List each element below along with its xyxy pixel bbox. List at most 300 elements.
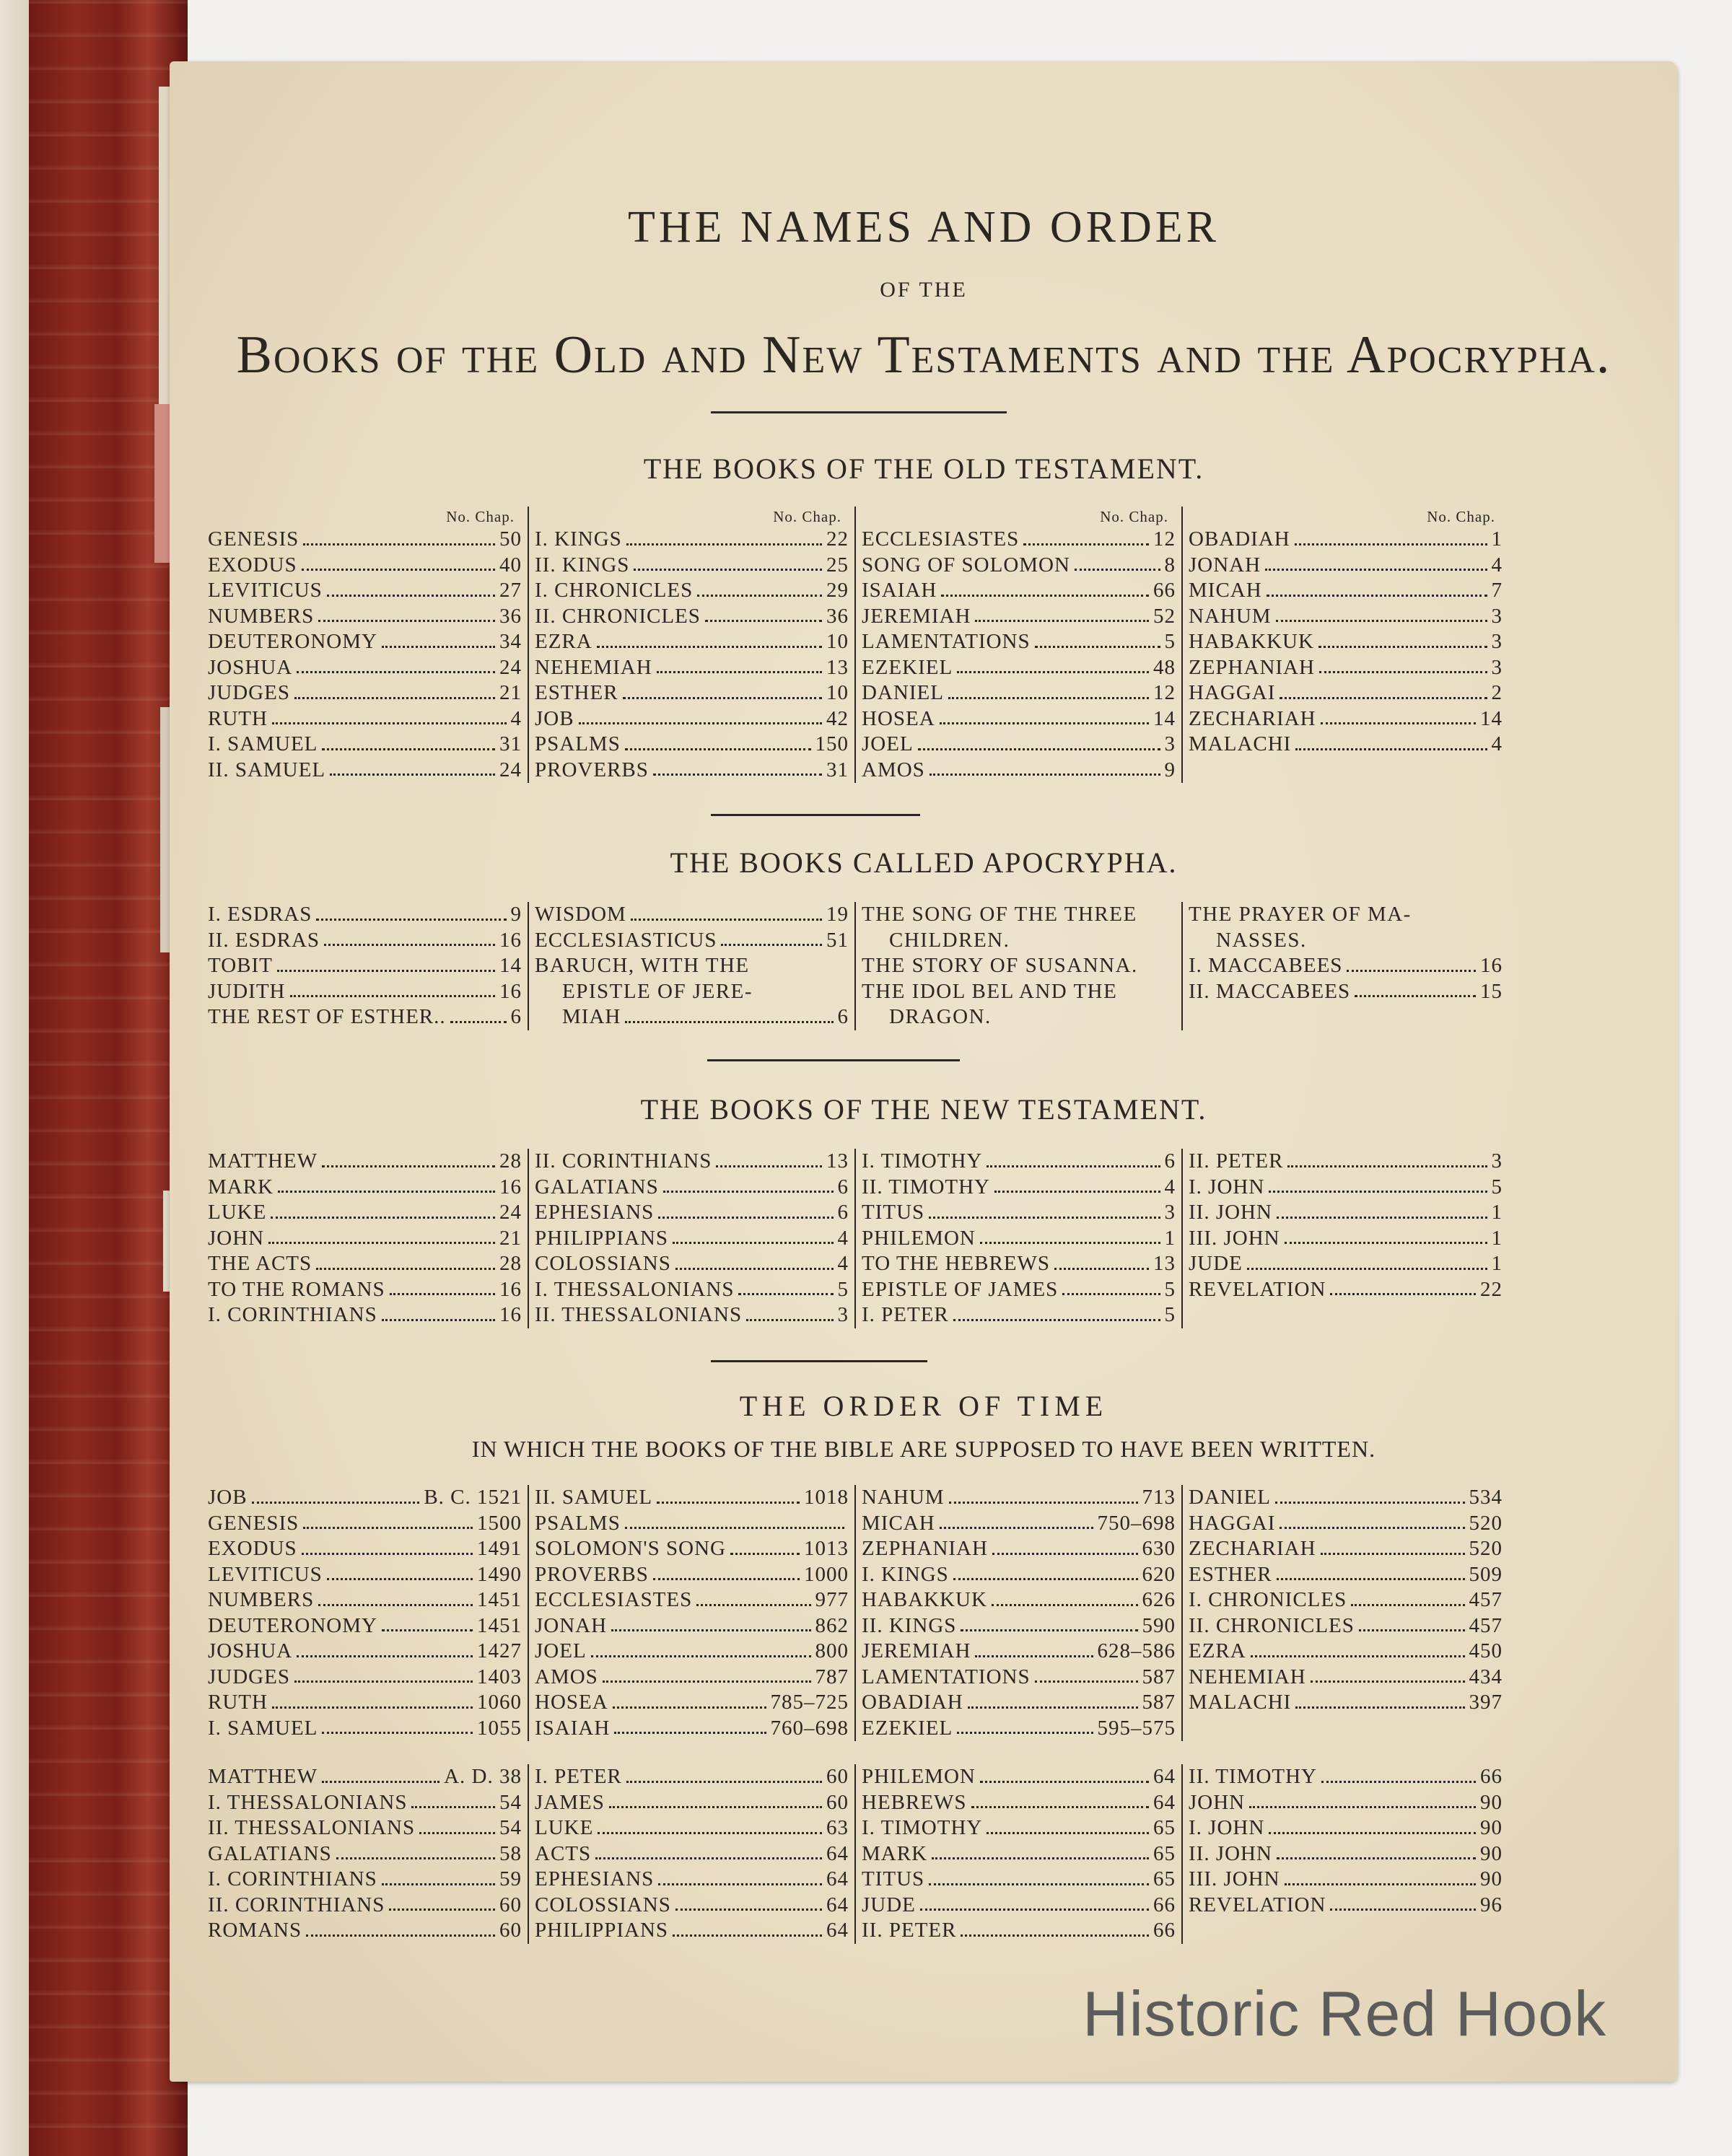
dot-leader <box>297 1655 473 1657</box>
list-item <box>208 1790 522 1816</box>
book-name: MATTHEW <box>208 1765 318 1788</box>
dot-leader <box>1267 595 1487 597</box>
list-item <box>1189 732 1503 758</box>
list-item <box>208 706 522 732</box>
book-name: II. CORINTHIANS <box>208 1893 385 1916</box>
dot-leader <box>336 1857 495 1859</box>
dot-leader <box>1351 1604 1464 1606</box>
book-value: 66 <box>1480 1765 1503 1788</box>
dot-leader <box>634 569 822 571</box>
book-value: 10 <box>826 630 849 653</box>
book-name: DANIEL <box>1189 1486 1271 1509</box>
book-value: 6 <box>837 1201 849 1224</box>
list-item <box>862 758 1176 784</box>
book-value: 66 <box>1153 579 1176 602</box>
book-name: PROVERBS <box>535 1562 649 1586</box>
book-name: GALATIANS <box>208 1841 332 1865</box>
book-value: 90 <box>1480 1841 1503 1865</box>
list-item <box>535 1251 849 1277</box>
dot-leader <box>327 595 495 597</box>
list-item <box>535 758 849 784</box>
book-name: MICAH <box>862 1511 935 1535</box>
list-item <box>1189 1226 1503 1252</box>
list-item <box>208 953 522 979</box>
dot-leader <box>957 671 1149 673</box>
bc-column <box>528 1485 854 1741</box>
new-testament-table <box>202 1149 1508 1328</box>
dot-leader <box>932 1857 1149 1859</box>
book-name: JONAH <box>535 1613 608 1637</box>
list-item <box>862 1790 1176 1816</box>
dot-leader <box>987 1832 1149 1834</box>
apocrypha-column <box>854 902 1181 1030</box>
title-line-3: Books of the Old and New Testaments and the Apocrypha. <box>236 325 1611 385</box>
nt-column <box>1181 1149 1508 1328</box>
dot-leader <box>705 620 822 622</box>
dot-leader <box>1075 569 1160 571</box>
book-value: 1060 <box>477 1691 522 1714</box>
book-name: JONAH <box>1189 553 1261 577</box>
dot-leader <box>730 1553 800 1555</box>
list-item <box>1189 655 1503 681</box>
dot-leader <box>290 995 496 997</box>
dot-leader <box>1277 1578 1465 1580</box>
book-value: 63 <box>826 1816 849 1839</box>
book-value: 5 <box>1164 630 1176 653</box>
dot-leader <box>675 1909 822 1911</box>
dot-leader <box>961 1629 1137 1631</box>
dot-leader <box>411 1806 495 1808</box>
list-item <box>535 1815 849 1841</box>
book-value: 4 <box>1491 553 1503 577</box>
book-value: 31 <box>499 732 522 755</box>
dot-leader <box>980 1781 1149 1783</box>
book-value: 1000 <box>804 1562 849 1586</box>
list-item <box>862 706 1176 732</box>
book-value: 800 <box>815 1639 849 1662</box>
book-value: 434 <box>1469 1665 1503 1688</box>
dot-leader <box>603 1680 811 1683</box>
book-value: 64 <box>826 1867 849 1890</box>
list-item <box>1189 1511 1503 1537</box>
dot-leader <box>1276 620 1487 622</box>
dot-leader <box>1035 646 1160 648</box>
dot-leader <box>657 671 822 673</box>
list-item <box>208 578 522 604</box>
dot-leader <box>1023 543 1149 545</box>
dot-leader <box>1249 1806 1476 1808</box>
book-name: I. CORINTHIANS <box>208 1867 377 1890</box>
list-item <box>208 1277 522 1303</box>
dot-leader <box>663 1191 834 1193</box>
dot-leader <box>1275 1502 1465 1504</box>
dot-leader <box>1321 722 1476 724</box>
dot-leader <box>1311 1680 1465 1683</box>
book-value: 48 <box>1153 655 1176 679</box>
dot-leader <box>272 1706 473 1709</box>
book-name: EXODUS <box>208 553 297 577</box>
dot-leader <box>980 1242 1160 1244</box>
list-item <box>208 1918 522 1944</box>
book-name: THE ACTS <box>208 1252 312 1275</box>
dot-leader <box>716 1165 822 1167</box>
list-item <box>535 1613 849 1639</box>
dot-leader <box>930 774 1160 776</box>
list-item <box>1189 1639 1503 1665</box>
book-name: II. SAMUEL <box>535 1486 653 1509</box>
list-item <box>535 553 849 579</box>
book-value: 1013 <box>804 1537 849 1560</box>
book-name: EPISTLE OF JAMES <box>862 1277 1059 1301</box>
book-value: 90 <box>1480 1816 1503 1839</box>
dot-leader <box>322 1165 495 1167</box>
section-divider <box>711 814 920 816</box>
list-item <box>535 655 849 681</box>
book-value: 1055 <box>477 1716 522 1740</box>
book-value: 1 <box>1491 1226 1503 1250</box>
book-name: PSALMS <box>535 732 621 755</box>
book-name: MATTHEW <box>208 1149 318 1173</box>
dot-leader <box>318 1604 473 1606</box>
book-name: LAMENTATIONS <box>862 1665 1031 1688</box>
dot-leader <box>1319 671 1487 673</box>
book-name: II. TIMOTHY <box>1189 1765 1317 1788</box>
book-value: 24 <box>499 655 522 679</box>
dot-leader <box>626 543 822 545</box>
book-value: 42 <box>826 706 849 730</box>
dot-leader <box>625 748 811 750</box>
list-item <box>208 902 522 928</box>
book-value: 397 <box>1469 1691 1503 1714</box>
book-value: 16 <box>499 1303 522 1326</box>
book-name: ZECHARIAH <box>1189 1537 1316 1560</box>
book-value: 3 <box>1491 604 1503 628</box>
book-value: 64 <box>1153 1790 1176 1814</box>
book-value: 3 <box>1491 655 1503 679</box>
list-item <box>208 1226 522 1252</box>
book-value: 31 <box>826 758 849 781</box>
column-header: No. Chap. <box>773 508 841 525</box>
book-value: 16 <box>499 1175 522 1198</box>
list-item <box>1189 706 1503 732</box>
book-name: NAHUM <box>1189 604 1272 628</box>
section-divider <box>711 1360 927 1362</box>
book-name: LUKE <box>208 1201 267 1224</box>
book-name: II. JOHN <box>1189 1841 1272 1865</box>
book-value: 66 <box>1153 1893 1176 1916</box>
book-name: GENESIS <box>208 527 299 551</box>
dot-leader <box>992 1604 1138 1606</box>
list-item <box>535 1764 849 1790</box>
dot-leader <box>1359 1629 1465 1631</box>
dot-leader <box>929 1217 1160 1219</box>
list-item <box>862 655 1176 681</box>
section-divider <box>707 1059 960 1061</box>
book-name: II. JOHN <box>1189 1201 1272 1224</box>
book-name: JOSHUA <box>208 1639 293 1662</box>
book-value: 1 <box>1491 1252 1503 1275</box>
book-value: 54 <box>499 1790 522 1814</box>
dot-leader <box>382 1883 495 1885</box>
book-name: EZEKIEL <box>862 1716 953 1740</box>
dot-leader <box>961 1934 1149 1937</box>
book-value: 520 <box>1469 1511 1503 1535</box>
list-item <box>1189 604 1503 630</box>
book-name: LEVITICUS <box>208 579 323 602</box>
list-item <box>208 1665 522 1691</box>
book-value: 457 <box>1469 1613 1503 1637</box>
book-name: JUDE <box>1189 1252 1243 1275</box>
book-value: 10 <box>826 681 849 704</box>
dot-leader <box>1321 1553 1465 1555</box>
book-name: JOEL <box>535 1639 587 1662</box>
book-name: LEVITICUS <box>208 1562 323 1586</box>
book-name: ISAIAH <box>535 1716 611 1740</box>
dot-leader <box>382 1629 473 1631</box>
ad-column <box>1181 1764 1508 1944</box>
book-value: 520 <box>1469 1537 1503 1560</box>
dot-leader <box>653 1578 800 1580</box>
list-item <box>862 1251 1176 1277</box>
book-name: II. CHRONICLES <box>1189 1613 1355 1637</box>
book-name: II. TIMOTHY <box>862 1175 990 1198</box>
book-value: 16 <box>499 1277 522 1301</box>
book-name: I. CHRONICLES <box>535 579 694 602</box>
book-value: 40 <box>499 553 522 577</box>
book-value: 457 <box>1469 1588 1503 1611</box>
book-name: HAGGAI <box>1189 1511 1276 1535</box>
book-name: JOHN <box>208 1226 265 1250</box>
book-value: 13 <box>826 655 849 679</box>
book-value: 14 <box>1153 706 1176 730</box>
book-name: I. THESSALONIANS <box>535 1277 735 1301</box>
book-name: HOSEA <box>535 1691 608 1714</box>
list-item <box>208 1639 522 1665</box>
book-name: PHILIPPIANS <box>535 1226 669 1250</box>
list-item <box>1189 1485 1503 1511</box>
list-item <box>862 1893 1176 1919</box>
book-name: EZEKIEL <box>862 655 953 679</box>
dot-leader <box>614 1732 766 1734</box>
book-name: ISAIAH <box>862 579 937 602</box>
list-item <box>535 1867 849 1893</box>
book-value: 90 <box>1480 1790 1503 1814</box>
list-item-text: THE STORY OF SUSANNA. <box>862 954 1138 977</box>
book-name: I. KINGS <box>862 1562 949 1586</box>
dot-leader <box>953 1319 1160 1321</box>
book-value: 3 <box>1164 1201 1176 1224</box>
dot-leader <box>1287 1165 1487 1167</box>
list-item <box>208 629 522 655</box>
list-item <box>535 1175 849 1201</box>
dot-leader <box>625 1527 844 1529</box>
book-value: 750–698 <box>1097 1511 1176 1535</box>
book-name: II. THESSALONIANS <box>535 1303 743 1326</box>
ad-column <box>202 1764 528 1944</box>
dot-leader <box>419 1832 495 1834</box>
list-item-text: EPISTLE OF JERE- <box>562 979 753 1003</box>
bc-column <box>854 1485 1181 1741</box>
dot-leader <box>591 1655 811 1657</box>
old-testament-heading: THE BOOKS OF THE OLD TESTAMENT. <box>643 452 1204 485</box>
nt-column <box>202 1149 528 1328</box>
title-line-2: OF THE <box>880 278 968 302</box>
book-name: PHILEMON <box>862 1765 976 1788</box>
list-item <box>1189 1536 1503 1562</box>
dot-leader <box>1277 1857 1476 1859</box>
book-name: I. PETER <box>535 1765 622 1788</box>
list-item <box>1189 1841 1503 1867</box>
book-value: 8 <box>1164 553 1176 577</box>
book-name: I. THESSALONIANS <box>208 1790 408 1814</box>
book-name: TITUS <box>862 1201 925 1224</box>
book-name: DEUTERONOMY <box>208 630 377 653</box>
list-item <box>862 1841 1176 1867</box>
book-value: 590 <box>1142 1613 1176 1637</box>
book-value: 25 <box>826 553 849 577</box>
dot-leader <box>302 1553 473 1555</box>
book-name: I. TIMOTHY <box>862 1816 983 1839</box>
list-item <box>1189 578 1503 604</box>
list-item <box>535 1536 849 1562</box>
list-item-text: THE IDOL BEL AND THE <box>862 979 1118 1003</box>
list-item <box>535 1485 849 1511</box>
list-item-text: DRAGON. <box>889 1005 992 1028</box>
dot-leader <box>294 697 495 699</box>
dot-leader <box>949 1502 1138 1504</box>
dot-leader <box>918 748 1160 750</box>
list-item <box>535 732 849 758</box>
dot-leader <box>992 1553 1138 1555</box>
list-item <box>862 1485 1176 1511</box>
book-name: NUMBERS <box>208 1588 315 1611</box>
order-bc-table <box>202 1485 1508 1741</box>
list-item <box>862 578 1176 604</box>
dot-leader <box>697 595 822 597</box>
list-item <box>208 979 522 1005</box>
dot-leader <box>316 1268 495 1270</box>
apocrypha-heading: THE BOOKS CALLED APOCRYPHA. <box>670 846 1178 879</box>
column-header: No. Chap. <box>1427 508 1495 525</box>
book-name: I. KINGS <box>535 527 622 551</box>
dot-leader <box>382 1319 495 1321</box>
list-item <box>208 527 522 553</box>
dot-leader <box>278 1191 495 1193</box>
dot-leader <box>611 1629 810 1631</box>
book-value: 60 <box>826 1790 849 1814</box>
dot-leader <box>268 1242 495 1244</box>
list-item-text: NASSES. <box>1216 928 1307 952</box>
book-value: 1 <box>1164 1226 1176 1250</box>
book-value: 28 <box>499 1149 522 1173</box>
dot-leader <box>297 671 495 673</box>
dot-leader <box>322 1732 473 1734</box>
list-item <box>208 1485 522 1511</box>
old-testament-table <box>202 507 1508 783</box>
book-name: ACTS <box>535 1841 592 1865</box>
book-value: 90 <box>1480 1867 1503 1890</box>
book-value: 14 <box>1480 706 1503 730</box>
dot-leader <box>302 569 495 571</box>
book-value: 1491 <box>477 1537 522 1560</box>
list-item <box>535 1665 849 1691</box>
book-value: 1451 <box>477 1588 522 1611</box>
book-value: 862 <box>815 1613 849 1637</box>
book-value: 24 <box>499 758 522 781</box>
book-value: 1490 <box>477 1562 522 1586</box>
book-name: LAMENTATIONS <box>862 630 1031 653</box>
book-value: 36 <box>499 604 522 628</box>
order-of-time-heading: THE ORDER OF TIME <box>739 1390 1108 1422</box>
list-item <box>535 1639 849 1665</box>
book-value: 3 <box>1491 1149 1503 1173</box>
book-name: ROMANS <box>208 1919 302 1942</box>
book-value: 22 <box>1480 1277 1503 1301</box>
list-item <box>535 578 849 604</box>
book-value: 60 <box>499 1919 522 1942</box>
ad-column <box>854 1764 1181 1944</box>
list-item <box>535 1587 849 1613</box>
list-item <box>1189 1815 1503 1841</box>
book-name: JUDGES <box>208 1665 290 1688</box>
book-name: TO THE ROMANS <box>208 1277 385 1301</box>
book-name: HEBREWS <box>862 1790 967 1814</box>
list-item <box>535 1716 849 1742</box>
list-item <box>1189 1893 1503 1919</box>
book-name: JEREMIAH <box>862 604 971 628</box>
list-item <box>1189 1764 1503 1790</box>
list-item <box>208 732 522 758</box>
book-value: 1 <box>1491 527 1503 551</box>
dot-leader <box>1330 1909 1476 1911</box>
list-item <box>862 1175 1176 1201</box>
list-item <box>208 1690 522 1716</box>
list-item <box>535 1790 849 1816</box>
dot-leader <box>1321 1781 1476 1783</box>
book-value: 977 <box>815 1588 849 1611</box>
list-item <box>862 1511 1176 1537</box>
bc-column <box>1181 1485 1508 1741</box>
dot-leader <box>595 1857 822 1859</box>
list-item <box>208 604 522 630</box>
book-name: I. SAMUEL <box>208 1716 318 1740</box>
book-value: 24 <box>499 1201 522 1224</box>
bc-column <box>202 1485 528 1741</box>
book-value: 5 <box>1491 1175 1503 1198</box>
book-name: JOHN <box>1189 1790 1246 1814</box>
list-item-text: CHILDREN. <box>889 928 1010 952</box>
book-value: 36 <box>826 604 849 628</box>
book-name: MARK <box>862 1841 928 1865</box>
book-name: II. PETER <box>1189 1149 1284 1173</box>
list-item <box>1189 1613 1503 1639</box>
dot-leader <box>382 646 495 648</box>
list-item-text: BARUCH, WITH THE <box>535 954 750 977</box>
dot-leader <box>658 1217 833 1219</box>
list-item <box>1189 527 1503 553</box>
book-name: COLOSSIANS <box>535 1893 671 1916</box>
book-value: 54 <box>499 1816 522 1839</box>
list-item <box>208 928 522 954</box>
order-ad-table <box>202 1764 1508 1944</box>
book-value: 50 <box>499 527 522 551</box>
list-item <box>862 1613 1176 1639</box>
book-value: 150 <box>815 732 849 755</box>
book-name: PSALMS <box>535 1511 621 1535</box>
book-value: 1451 <box>477 1613 522 1637</box>
book-value: 66 <box>1153 1919 1176 1942</box>
list-item <box>208 680 522 706</box>
